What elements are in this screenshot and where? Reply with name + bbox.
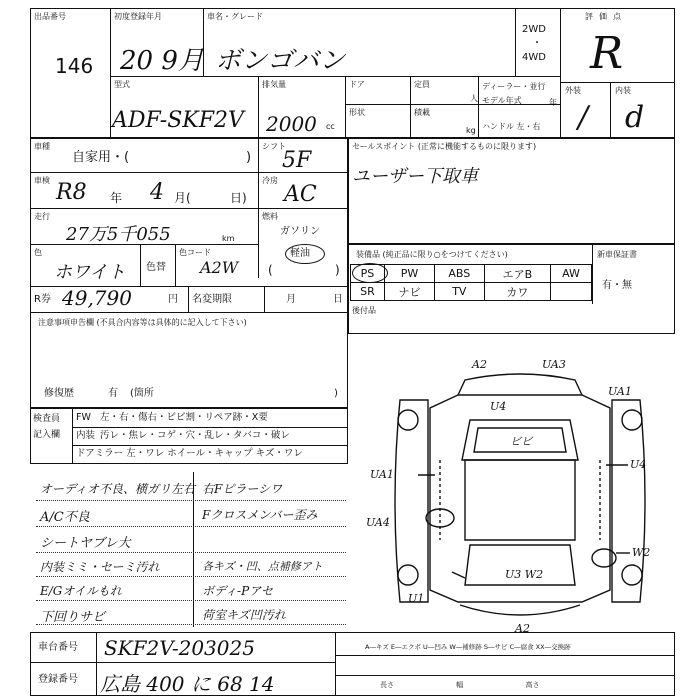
displacement-unit: cc <box>326 122 335 131</box>
new-car-label: 新車保証書 <box>597 250 637 259</box>
mark-ua3: UA3 <box>542 358 566 371</box>
color-label: 色 <box>34 248 42 257</box>
mark-u4-right: U4 <box>630 458 647 471</box>
category-label: 車種 <box>34 142 50 151</box>
chassis-value: SKF2V-203025 <box>104 636 255 660</box>
chassis-label: 車台番号 <box>38 642 78 653</box>
repair-place: (箇所 <box>130 388 154 399</box>
shift-label: シフト <box>262 142 286 151</box>
handle-label: ハンドル 左・右 <box>482 122 541 131</box>
int-label: 内装 <box>615 86 631 95</box>
drive-4wd: 4WD <box>522 52 546 63</box>
remark-right-6: 荷室キズ凹汚れ <box>202 608 286 622</box>
equip-leather: カワ <box>484 283 550 301</box>
displacement-label: 排気量 <box>262 80 286 89</box>
fuel-option: 軽油 <box>290 248 310 259</box>
aftermarket-label: 後付品 <box>352 306 376 315</box>
inspection-year-unit: 年 <box>110 191 123 205</box>
door-label: ドア <box>349 80 365 89</box>
model-year-unit: 年 <box>549 98 557 107</box>
inspector-row2-head: 内装 <box>76 430 96 441</box>
car-left-side <box>395 400 428 602</box>
mark-w2-right: W2 <box>632 546 651 559</box>
sales-point-box <box>348 138 675 244</box>
lot-no: 146 <box>55 54 94 78</box>
category-value: 自家用・( <box>72 150 130 165</box>
inspection-era: R8 <box>56 180 87 205</box>
inspection-month: 4 <box>150 180 164 205</box>
remark-left-2: A/C不良 <box>40 510 90 525</box>
inspection-label: 車検 <box>34 176 50 185</box>
shift-value: 5F <box>282 148 312 173</box>
name-change-day: 日 <box>333 294 343 305</box>
inspection-month-unit: 月( <box>174 191 191 205</box>
car-roof <box>465 460 575 540</box>
mark-a2-bottom: A2 <box>515 622 530 635</box>
fuel-option-circle <box>285 244 325 264</box>
recycle-unit: 円 <box>168 294 178 305</box>
ext-label: 外装 <box>565 86 581 95</box>
inspector-row1-head: FW <box>76 412 91 423</box>
remark-right-4: 各キズ・凹、点補修アト <box>202 560 323 573</box>
reg-value: 広島 400 に 68 14 <box>100 672 275 696</box>
inspector-label-2: 記入欄 <box>33 430 61 440</box>
sales-point-label: セールスポイント (正常に機能するものに限ります) <box>352 142 537 151</box>
equip-navi: ナビ <box>384 283 434 301</box>
ac-value: AC <box>284 182 317 207</box>
mileage-label: 走行 <box>34 212 50 221</box>
drive-2wd: 2WD <box>522 24 546 35</box>
color-code-label: 色コード <box>179 248 211 257</box>
inspector-row3-text: ドアミラー 左・ワレ ホイール・キャップ キズ・ワレ <box>76 448 303 459</box>
equip-airbag: エアB <box>484 265 550 283</box>
mileage-unit: km <box>222 234 235 243</box>
color-value: ホワイト <box>54 262 126 283</box>
model-value: ADF-SKF2V <box>112 108 244 133</box>
mark-u4-top: U4 <box>490 400 507 413</box>
remark-left-6: 下回りサビ <box>40 610 106 625</box>
displacement-value: 2000 <box>266 112 317 136</box>
remark-right-1: 右Fピラーシワ <box>202 482 283 496</box>
car-wheel-rr <box>622 565 642 585</box>
first-reg-label: 初度登録年月 <box>114 12 162 21</box>
inspector-row1-text: 左・右・傷右・ビビ割・リペア跡・X要 <box>100 412 268 423</box>
car-right-side <box>612 400 645 602</box>
equip-pw: PW <box>384 265 434 283</box>
equip-tv: TV <box>434 283 484 301</box>
remark-left-5: E/Gオイルもれ <box>40 584 122 598</box>
load-label: 積載 <box>414 108 430 117</box>
remark-right-5: ボディ-Pアセ <box>202 584 274 598</box>
equipment-label: 装備品 (純正品に限り○をつけてください) <box>356 250 508 259</box>
ac-label: 冷房 <box>262 176 278 185</box>
name-grade-value: ボンゴバン <box>215 46 346 76</box>
dealer-label: ディーラー・並行 <box>482 82 546 91</box>
recycle-label: R券 <box>34 294 51 305</box>
inspector-row2-text: 汚レ・焦レ・コゲ・穴・乱レ・タバコ・破レ <box>100 430 290 441</box>
name-change-label: 名変期限 <box>192 294 232 305</box>
name-change-month: 月 <box>286 294 296 305</box>
recycle-value: 49,790 <box>62 286 132 310</box>
remark-left-3: シートヤブレ大 <box>40 536 131 551</box>
mileage-value: 27万5千055 <box>66 224 171 245</box>
model-year-label: モデル年式 <box>482 96 522 105</box>
load-unit: kg <box>466 126 476 135</box>
ps-circle <box>352 263 388 283</box>
category-paren: ) <box>246 150 252 165</box>
car-wheel-rl <box>398 565 418 585</box>
reg-label: 登録番号 <box>38 674 78 685</box>
damage-legend: A―キズ E―エクボ U―凹み W―補修跡 S―サビ C―腐食 XX―交換跡 <box>365 643 571 651</box>
car-rear-bumper <box>460 605 580 615</box>
sales-point-value: ユーザー下取車 <box>352 166 478 187</box>
remark-left-1: オーディオ不良、横ガリ左右 <box>40 482 196 496</box>
equip-ps: PS <box>351 265 385 283</box>
equip-sr: SR <box>351 283 385 301</box>
mark-ua1-left: UA1 <box>370 468 394 481</box>
score-value: R <box>590 28 624 79</box>
int-score: d <box>625 100 645 135</box>
lot-no-label: 出品番号 <box>34 12 66 21</box>
equip-blank <box>551 283 592 301</box>
new-car-value: 有・無 <box>602 280 632 291</box>
mark-u1: U1 <box>408 592 425 605</box>
remark-right-2: Fクロスメンバー歪み <box>202 508 318 522</box>
first-reg-value: 20 9月 <box>120 46 204 76</box>
color-code-value: A2W <box>200 258 239 277</box>
equip-aw: AW <box>551 265 592 283</box>
car-diagram <box>360 340 680 640</box>
capacity-unit: 人 <box>470 94 478 103</box>
fuel-bracket-left: ( <box>268 263 273 277</box>
car-front-bumper <box>458 374 582 395</box>
mark-bibi: ビビ <box>510 435 532 448</box>
drive-sep: ・ <box>532 38 542 49</box>
repair-close: ) <box>334 388 338 399</box>
car-wheel-fl <box>398 410 418 430</box>
mark-u3-w2: U3 W2 <box>505 568 544 581</box>
repair-label: 修復歴 <box>44 388 74 399</box>
fuel-label: 燃料 <box>262 212 278 221</box>
equip-abs: ABS <box>434 265 484 283</box>
score-label: 評価点 <box>585 12 627 21</box>
fuel-value: ガソリン <box>280 226 320 237</box>
ext-score: / <box>578 100 589 135</box>
inspector-label-1: 検査員 <box>33 414 61 424</box>
color-change-label: 色替 <box>146 262 166 273</box>
mark-a2-top: A2 <box>472 358 487 371</box>
capacity-label: 定員 <box>414 80 430 89</box>
mark-ua1-topright: UA1 <box>608 385 632 398</box>
remark-left-4: 内装ミミ・セーミ汚れ <box>40 560 160 574</box>
model-label: 型式 <box>114 80 130 89</box>
name-grade-label: 車名・グレード <box>207 12 263 21</box>
size-label: 長さ 幅 高さ <box>380 681 540 689</box>
car-wheel-fr <box>622 410 642 430</box>
shape-label: 形状 <box>349 108 365 117</box>
inspection-day-unit: 日) <box>230 191 247 205</box>
repair-has: 有 <box>108 388 118 399</box>
notes-label: 注意事項申告欄 (不具合内容等は具体的に記入して下さい) <box>38 318 247 327</box>
fuel-bracket-right: ) <box>335 263 340 277</box>
mark-ua4: UA4 <box>366 516 390 529</box>
